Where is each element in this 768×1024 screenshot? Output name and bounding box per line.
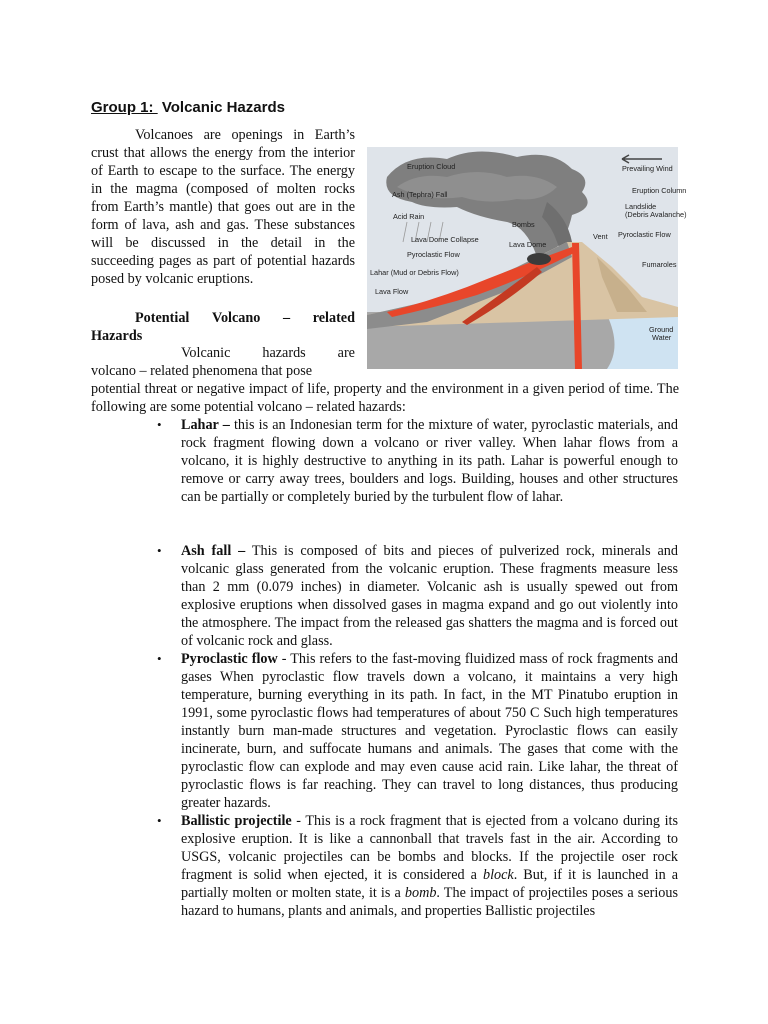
group-label: Group 1:: [91, 99, 154, 116]
label-lava-flow: Lava Flow: [375, 287, 409, 296]
hazard-description: - This is a rock fragment that is ejected from a volcano during its explosive eruption. It is like a cannonball that travels fast in the air. According to USGS, volcanic projectiles can be bombs and blocks. If the projectile oser rock fragment is solid when ejected, it is considered a: [181, 813, 678, 883]
bullet-icon: •: [157, 543, 162, 558]
hazards-intro-paragraph: [91, 344, 679, 416]
label-vent: Vent: [593, 232, 608, 241]
subheading-line-2: Hazards: [91, 328, 143, 344]
paragraph-word: are: [337, 345, 355, 361]
hazard-description: this is an Indonesian term for the mixture of water, pyroclastic materials, and rock fragment flowing down a volcano or river valley. When lahar flows from a volcano, it is highly destructive to anything in its path. Lahar is powerful enough to remove or carry away trees, boulders and logs. Building, houses and other structures can be partially or completely buried by the turbulent flow of lahar.: [181, 417, 678, 505]
hazard-term: Ash fall –: [181, 543, 246, 559]
subheading-word: Potential: [135, 310, 190, 326]
hazard-description: This is composed of bits and pieces of pulverized rock, minerals and volcanic glass generated from the volcanic eruption. These fragments measure less than 2 mm (0.079 inches) in diameter. Volcanic ash is usually spewed out from explosive eruptions when dissolved gases in magma expand and go out violently into the atmosphere. The impact from the released gas shatters the magma and is forced out of volcanic rock and glass.: [181, 543, 678, 649]
label-pyroclastic-flow-right: Pyroclastic Flow: [618, 230, 671, 239]
label-fumaroles: Fumaroles: [642, 260, 677, 269]
hazard-term: Ballistic projectile: [181, 813, 292, 829]
section-heading: [91, 99, 285, 116]
paragraph-rest: potential threat or negative impact of life, property and the environment in a given period of time. The following are some potential volcano – related hazards:: [91, 381, 679, 415]
hazard-description: . The impact of projectiles poses a serious hazard to humans, plants and animals, and properties Ballistic projectiles: [181, 885, 678, 919]
bullet-icon: •: [157, 417, 162, 432]
hazard-term: Lahar –: [181, 417, 230, 433]
list-item-ballistic-projectile: [157, 812, 678, 920]
label-landslide-1: Landslide: [625, 202, 657, 211]
bullet-icon: •: [157, 813, 162, 828]
label-bombs: Bombs: [512, 220, 535, 229]
heading-title: Volcanic Hazards: [161, 99, 285, 116]
label-eruption-column: Eruption Column: [632, 186, 687, 195]
label-lava-dome: Lava Dome: [509, 240, 547, 249]
label-ground-water-2: Water: [652, 333, 672, 342]
hazard-list: [157, 416, 679, 920]
volcano-diagram-svg: [367, 147, 687, 369]
label-landslide-2: (Debris Avalanche): [625, 210, 687, 219]
volcano-hazards-diagram: [367, 147, 687, 369]
paragraph-word: hazards: [262, 345, 306, 361]
list-item-lahar: [157, 416, 678, 542]
label-lava-dome-collapse: Lava Dome Collapse: [411, 235, 479, 244]
list-item-ash-fall: [157, 542, 678, 650]
intro-text: Volcanoes are openings in Earth’s crust that allows the energy from the interior of Earth to escape to the surface. The energy in the magma (composed of molten rocks from Earth’s mantle) that goes out are in the form of lava, ash and gas. These substances will be discussed in the detail in the succeeding pages as part of potential hazards posed by volcanic eruptions.: [91, 127, 355, 287]
list-item-pyroclastic-flow: [157, 650, 679, 812]
label-ground-water-1: Ground: [649, 325, 674, 334]
paragraph-word: Volcanic: [181, 345, 231, 361]
label-prevailing-wind: Prevailing Wind: [622, 164, 673, 173]
hazard-description: - This refers to the fast-moving fluidized mass of rock fragments and gases When pyroclastic flow travels down a volcano, it maintains a very high temperature, burning everything in its path. In fact, in the MT Pinatubo eruption in 1991, some pyroclastic flows had temperatures of about 750 C Such high temperatures instantly burn man-made structures and vegetation. Pyroclastic flows can easily incinerate, burn, and suffocate humans and animals. The gases that come with the pyroclastic flow can explode and may even cause acid rain. Like lahar, the threat of pyroclastic flows is far reaching. They can travel to long distances, thus producing greater hazards.: [181, 651, 679, 811]
intro-paragraph: [91, 126, 355, 288]
heading-gap: [154, 99, 158, 116]
paragraph-row-2: volcano – related phenomena that pose: [91, 363, 313, 379]
bullet-icon: •: [157, 651, 162, 666]
label-acid-rain: Acid Rain: [393, 212, 425, 221]
hazard-term: Pyroclastic flow: [181, 651, 278, 667]
label-eruption-cloud: Eruption Cloud: [407, 162, 456, 171]
emphasis-block: block: [482, 867, 514, 883]
hazard-description: . But, if it is launched in a partially molten or molten state, it is a: [181, 867, 678, 901]
lava-dome-shape: [527, 253, 551, 265]
label-pyroclastic-flow-left: Pyroclastic Flow: [407, 250, 460, 259]
subheading-line-1: [91, 309, 355, 327]
label-lahar: Lahar (Mud or Debris Flow): [370, 268, 459, 277]
subheading-word: related: [312, 310, 355, 326]
subheading-word: Volcano: [212, 310, 261, 326]
label-ash-fall: Ash (Tephra) Fall: [392, 190, 448, 199]
paragraph-row-1: [91, 344, 355, 362]
emphasis-bomb: bomb: [404, 885, 437, 901]
potential-hazards-subheading: [91, 309, 355, 345]
subheading-word: –: [282, 310, 291, 326]
